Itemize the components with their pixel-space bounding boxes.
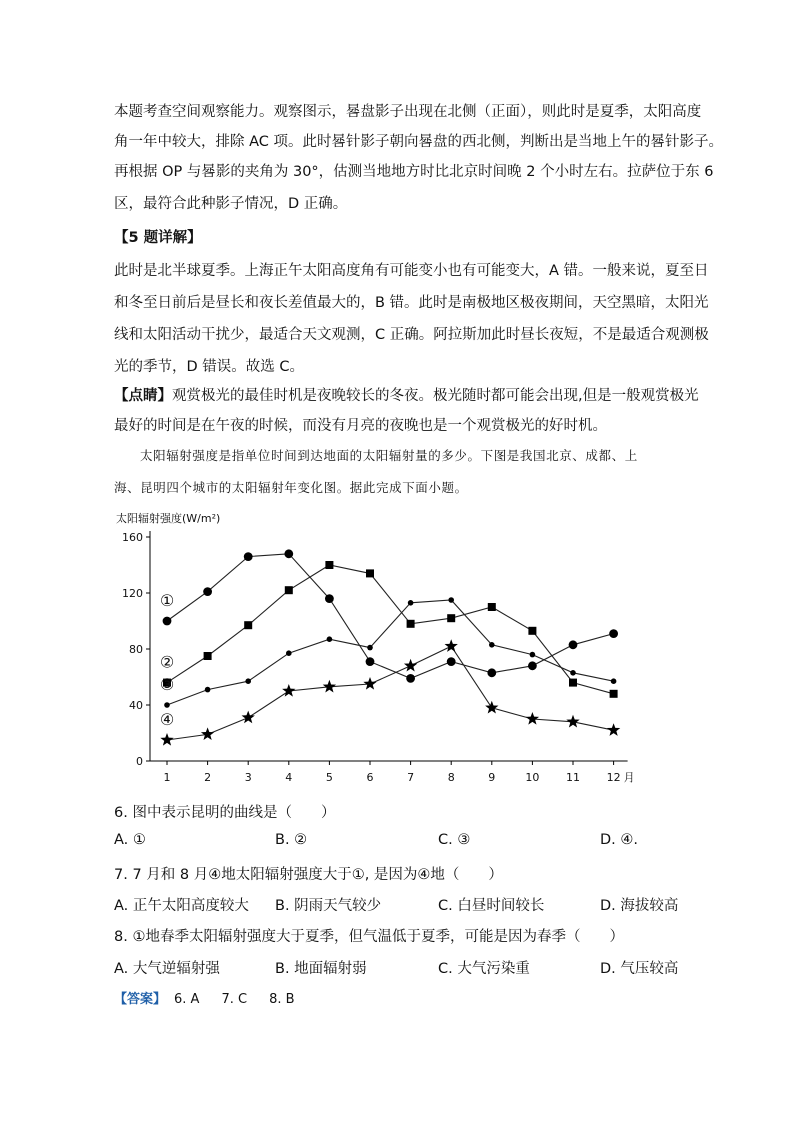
x-tick-label: 5 xyxy=(325,771,333,784)
answer-tag: 【答案】 xyxy=(114,992,167,1007)
data-point xyxy=(242,711,255,724)
chart-axes xyxy=(122,531,635,784)
data-point xyxy=(363,677,376,690)
question-7-option-b: B. 阴雨天气较少 xyxy=(275,898,382,914)
data-point xyxy=(244,552,253,561)
data-point xyxy=(447,614,455,622)
data-point xyxy=(408,600,414,606)
tip-line-1 xyxy=(114,381,699,411)
data-point xyxy=(327,636,333,642)
intro-line-2: 海、昆明四个城市的太阳辐射年变化图。据此完成下面小题。 xyxy=(114,480,468,495)
series-label-2: ② xyxy=(159,652,175,672)
x-tick-label: 12 xyxy=(606,771,621,784)
tip-text: 观赏极光的最佳时机是夜晚较长的冬夜。极光随时都可能会出现,但是一般观赏极光 xyxy=(172,388,699,404)
question-8-option-c: C. 大气污染重 xyxy=(438,961,530,977)
data-point xyxy=(528,627,536,635)
analysis-line-3: 再根据 OP 与晷影的夹角为 30°，估测当地地方时比北京时间晚 2 个小时左右。拉萨位于东 6 xyxy=(114,164,714,180)
series-label-3: ③ xyxy=(159,675,175,694)
data-point xyxy=(164,702,170,708)
data-point xyxy=(406,674,415,683)
data-point xyxy=(285,586,293,594)
series-line-3 xyxy=(167,600,614,705)
x-tick-label: 11 xyxy=(566,771,580,784)
analysis-line-1: 本题考查空间观察能力。观察图示，晷盘影子出现在北侧（正面），则此时是夏季，太阳高度 xyxy=(114,104,702,120)
x-unit-label: 月 xyxy=(623,771,635,784)
data-point xyxy=(485,701,498,714)
data-point xyxy=(201,727,214,740)
data-point xyxy=(404,659,417,672)
data-point xyxy=(203,587,212,596)
tip-line-2: 最好的时间是在午夜的时候，而没有月亮的夜晚也是一个观赏极光的好时机。 xyxy=(114,418,607,434)
series-label-4: ④ xyxy=(159,710,175,729)
data-point xyxy=(325,561,333,569)
q5-header: 【5 题详解】 xyxy=(114,230,202,246)
data-point xyxy=(607,723,620,736)
question-7-option-c: C. 白昼时间较长 xyxy=(438,898,545,914)
question-8-stem: 8. ①地春季太阳辐射强度大于夏季，但气温低于夏季，可能是因为春季（ ） xyxy=(114,929,624,945)
intro-line-1: 太阳辐射强度是指单位时间到达地面的太阳辐射量的多少。下图是我国北京、成都、上 xyxy=(140,448,638,463)
data-point xyxy=(160,733,173,746)
q5-line-1: 此时是北半球夏季。上海正午太阳高度角有可能变小也有可能变大，A 错。一般来说，夏至日 xyxy=(114,263,709,279)
q5-line-3: 线和太阳活动干扰少，最适合天文观测，C 正确。阿拉斯加此时昼长夜短，不是最适合观测极 xyxy=(114,327,709,343)
question-7-option-d: D. 海拔较高 xyxy=(600,898,679,914)
series-lines xyxy=(167,554,614,740)
x-tick-label: 9 xyxy=(488,771,496,784)
data-point xyxy=(244,621,252,629)
y-tick-label: 120 xyxy=(122,587,143,600)
data-point xyxy=(286,650,292,656)
analysis-line-4: 区，最符合此种影子情况，D 正确。 xyxy=(114,196,348,212)
data-point xyxy=(610,690,618,698)
data-point xyxy=(448,597,454,603)
answer-7: 7. C xyxy=(221,992,248,1007)
data-point xyxy=(570,670,576,676)
data-point xyxy=(284,549,293,558)
data-point xyxy=(367,645,373,651)
data-point xyxy=(366,657,375,666)
data-point xyxy=(447,657,456,666)
x-tick-label: 4 xyxy=(285,771,293,784)
data-point xyxy=(569,640,578,649)
data-point xyxy=(611,678,617,684)
data-point xyxy=(366,569,374,577)
question-6-option-b: B. ② xyxy=(275,832,308,848)
question-6-option-c: C. ③ xyxy=(438,832,471,848)
y-tick-label: 160 xyxy=(122,531,143,544)
q5-line-4: 光的季节，D 错误。故选 C。 xyxy=(114,359,305,375)
x-tick-label: 2 xyxy=(204,771,212,784)
x-tick-label: 7 xyxy=(407,771,415,784)
data-point xyxy=(445,639,458,652)
question-8-option-d: D. 气压较高 xyxy=(600,961,679,977)
data-point xyxy=(205,687,211,693)
data-point xyxy=(204,652,212,660)
data-point xyxy=(569,679,577,687)
y-tick-label: 40 xyxy=(129,699,143,712)
data-point xyxy=(528,661,537,670)
y-tick-label: 0 xyxy=(136,755,143,768)
tip-tag: 【点睛】 xyxy=(114,388,172,404)
x-tick-label: 10 xyxy=(525,771,540,784)
question-8-option-b: B. 地面辐射弱 xyxy=(275,961,367,977)
question-6-stem: 6. 图中表示昆明的曲线是（ ） xyxy=(114,805,336,821)
x-tick-label: 6 xyxy=(366,771,374,784)
series-labels xyxy=(160,591,174,729)
series-markers xyxy=(160,549,620,745)
data-point xyxy=(323,680,336,693)
x-tick-label: 1 xyxy=(163,771,171,784)
series-label-1: ① xyxy=(159,591,175,610)
answer-8: 8. B xyxy=(269,992,295,1007)
series-line-4 xyxy=(167,646,614,740)
answer-6: 6. A xyxy=(174,992,200,1007)
question-7-stem: 7. 7 月和 8 月④地太阳辐射强度大于①, 是因为④地（ ） xyxy=(114,867,503,883)
solar-radiation-chart xyxy=(112,505,642,785)
data-point xyxy=(566,715,579,728)
data-point xyxy=(526,712,539,725)
data-point xyxy=(325,594,334,603)
x-tick-label: 3 xyxy=(244,771,252,784)
data-point xyxy=(487,668,496,677)
data-point xyxy=(163,617,172,626)
question-6-option-a: A. ① xyxy=(114,832,146,848)
data-point xyxy=(488,603,496,611)
data-point xyxy=(407,620,415,628)
series-line-1 xyxy=(167,554,614,679)
q5-line-2: 和冬至日前后是昼长和夜长差值最大的，B 错。此时是南极地区极夜期间，天空黑暗，太阳光 xyxy=(114,295,709,311)
data-point xyxy=(609,629,618,638)
answer-line xyxy=(114,988,309,1007)
question-8-option-a: A. 大气逆辐射强 xyxy=(114,961,220,977)
question-7-option-a: A. 正午太阳高度较大 xyxy=(114,898,249,914)
question-6-option-d: D. ④. xyxy=(600,832,638,848)
data-point xyxy=(245,678,251,684)
data-point xyxy=(489,642,495,648)
x-tick-label: 8 xyxy=(447,771,455,784)
data-point xyxy=(530,652,536,658)
y-tick-label: 80 xyxy=(129,643,143,656)
analysis-line-2: 角一年中较大，排除 AC 项。此时晷针影子朝向晷盘的西北侧，判断出是当地上午的晷针影子。 xyxy=(114,134,724,150)
data-point xyxy=(282,684,295,697)
y-axis-label: 太阳辐射强度(W/m²) xyxy=(116,512,221,525)
